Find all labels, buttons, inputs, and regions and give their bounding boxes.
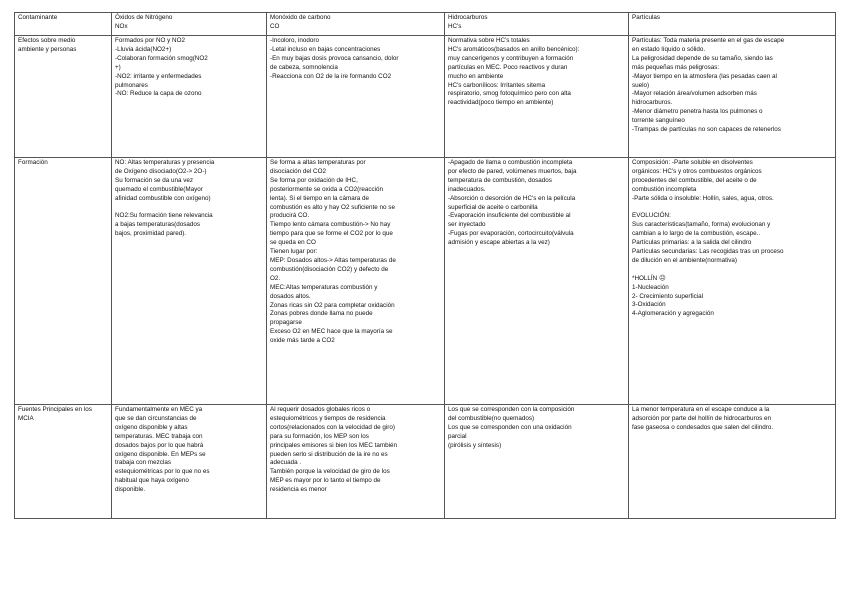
cell-line: residencia es menor [270, 486, 327, 494]
header-text: Óxidos de Nitrógeno [115, 14, 173, 21]
table-cell [445, 158, 629, 405]
cell-line: -NO2: irritante y enfermedades [115, 72, 202, 80]
header-row [15, 13, 836, 36]
cell-line: Composición: -Parte soluble en disolventes [632, 159, 753, 166]
cell-line: principales emisores si bien los MEC también [270, 441, 398, 449]
cell-line: hidrocarburos. [632, 99, 673, 107]
cell-line: disociación del CO2 [270, 167, 327, 175]
table-cell [112, 158, 267, 405]
cell-line: cortos(relacionados con la velocidad de giro) [270, 423, 395, 431]
cell-line: -Menor diámetro penetra hasta los pulmones o [632, 108, 763, 116]
cell-line: ambiente y personas [18, 45, 77, 53]
cell-line: para su formación, los MEP son los [270, 432, 369, 440]
cell-line: NO: Altas temperaturas y presencia [115, 159, 215, 166]
cell-line: EVOLUCIÓN: [632, 212, 671, 220]
cell-line: 2- Crecimiento superficial [632, 292, 704, 300]
cell-line: que se dan circunstancias de [115, 414, 197, 422]
cell-line: -Incoloro, inodoro [270, 37, 320, 44]
cell-line: Tiempo lento cámara combustión-> No hay [270, 221, 391, 229]
document-table [14, 12, 836, 519]
cell-line: -Mayor tiempo en la atmosfera (las pesadas caen al [632, 72, 777, 80]
header-text: CO [270, 22, 280, 30]
cell-line: 4-Aglomeración y agregación [632, 310, 714, 318]
cell-line: afinidad combustible con oxígeno) [115, 194, 211, 202]
table-cell [445, 36, 629, 158]
cell-line: lenta). Si el tiempo en la cámara de [270, 194, 370, 202]
cell-line: adecuada . [270, 459, 302, 467]
cell-line: dosados bajos por lo que habrá [115, 441, 204, 449]
cell-line: Normativa sobre HC's totales [448, 37, 530, 44]
cell-line: propagarse [270, 319, 302, 327]
cell-line: HC's aromáticos(basados en anillo bencénico): [448, 45, 580, 53]
cell-line: Zonas ricas sin O2 para completar oxidación [270, 301, 395, 309]
header-cell-contaminante [15, 13, 112, 36]
cell-line: por efecto de pared, volúmenes muertos, baja [448, 167, 577, 175]
cell-line: -Evaporación insuficiente del combustible al [448, 212, 571, 220]
cell-line: tiempo para que se forme el CO2 por lo que [270, 230, 393, 238]
table-cell [267, 405, 445, 519]
cell-line: -Lluvia ácida(NO2+) [115, 45, 172, 53]
row-label-cell [15, 36, 112, 158]
cell-line: se queda en CO [270, 239, 316, 247]
cell-line: MEP es mayor por lo tanto el tiempo de [270, 477, 381, 485]
table-row [15, 36, 836, 158]
cell-line: dosados altos. [270, 292, 311, 300]
cell-line: Partículas: Toda materia presente en el gas de escape [632, 37, 785, 44]
cell-line: Fuentes Principales en los [18, 406, 92, 413]
cell-line: pueden serlo si distribución de la ire no es [270, 450, 388, 458]
cell-line: 1-Nucleación [632, 283, 669, 291]
row-label-cell [15, 158, 112, 405]
cell-line: -En muy bajas dosis provoca cansancio, dolor [270, 54, 399, 62]
cell-line: suelo) [632, 81, 650, 89]
cell-line: mucho en ambiente [448, 72, 504, 80]
table-cell [267, 36, 445, 158]
cell-line: -Absorción o desorción de HC's en la película [448, 194, 576, 202]
cell-line: superficial de aceite o carbonilla [448, 203, 538, 211]
cell-line: estequiométricas por lo que no es [115, 468, 210, 476]
cell-line: oxígeno disponible. En MEPs se [115, 450, 206, 458]
cell-line: Los que se corresponden con una oxidación [448, 423, 572, 431]
cell-line: -Letal incluso en bajas concentraciones [270, 45, 381, 53]
cell-line: fase gaseosa o condesados que salen del cilindro. [632, 423, 774, 431]
cell-line: disponible. [115, 486, 146, 494]
cell-line: más pequeñas más peligrosas: [632, 63, 720, 71]
header-text: Hidrocarburos [448, 14, 488, 21]
cell-line: -Apagado de llama o combustión incompleta [448, 159, 573, 166]
cell-line: Exceso O2 en MEC hace que la mayoría se [270, 328, 393, 336]
cell-line: muy cancerígenos y contribuyen a formación [448, 54, 574, 62]
cell-line: posteriormente se oxida a CO2(reacción [270, 185, 384, 193]
cell-line: -Parte sólida o insoluble: Hollín, sales, agua, otros. [632, 194, 774, 202]
cell-line: (pirólisis y síntesis) [448, 441, 502, 449]
cell-line: La menor temperatura en el escape conduce a la [632, 406, 770, 413]
cell-line: Partículas primarias: a la salida del cilindro [632, 239, 752, 247]
cell-line: oxígeno disponible y altas [115, 423, 188, 431]
cell-line: Los que se corresponden con la composición [448, 406, 575, 413]
table-cell [445, 405, 629, 519]
cell-line: combustión(disociación CO2) y defecto de [270, 265, 389, 273]
cell-line: oxide más tarde a CO2 [270, 337, 335, 345]
cell-line: a bajas temperaturas(dosados [115, 221, 201, 229]
cell-line: Efectos sobre medio [18, 37, 76, 44]
cell-line: temperaturas. MEC trabaja con [115, 432, 203, 440]
header-text: Partículas [632, 14, 660, 21]
cell-line: Tienen lugar por: [270, 248, 318, 256]
cell-line: La peligrosidad depende de su tamaño, siendo las [632, 54, 773, 62]
cell-line: Se forma a altas temperaturas por [270, 159, 366, 166]
cell-line [632, 266, 833, 275]
header-cell-nox [112, 13, 267, 36]
cell-line: combustión es alto y hay O2 suficiente no se [270, 203, 395, 211]
table-cell [267, 158, 445, 405]
cell-line: combustión incompleta [632, 185, 697, 193]
cell-line [115, 204, 264, 213]
cell-line: -Colaboran formación smog(NO2 [115, 54, 208, 62]
cell-line: de dilución en el ambiente(normativa) [632, 256, 738, 264]
cell-line: Zonas pobres donde llama no puede [270, 310, 373, 318]
cell-line: respiratorio, smog fotoquímico pero con alta [448, 90, 571, 98]
cell-line: -Mayor relación área/volumen adsorben más [632, 90, 757, 98]
cell-line: Partículas secundarias: Las recogidas tras un proceso [632, 248, 784, 256]
cell-line: quemado el combustible(Mayor [115, 185, 203, 193]
cell-line: 3-Oxidación [632, 301, 666, 309]
cell-line: de Oxígeno disociado(O2-> 2O-) [115, 167, 207, 175]
table-cell [629, 36, 836, 158]
cell-line: -Reacciona con O2 de la ire formando CO2 [270, 72, 392, 80]
table-row [15, 158, 836, 405]
cell-line: parcial [448, 432, 467, 440]
cell-line: Sus características(tamaño, forma) evolucionan y [632, 221, 771, 229]
cell-line: Su formación se da una vez [115, 176, 194, 184]
cell-line: +) [115, 63, 121, 71]
cell-line: admisión y escape abiertas a la vez) [448, 239, 550, 247]
cell-line: -Fugas por evaporación, cortocircuito(válvula [448, 230, 574, 238]
cell-line: habitual que haya oxígeno [115, 477, 189, 485]
cell-line: MCIA [18, 414, 34, 422]
table-row [15, 405, 836, 519]
cell-line: bajos, proximidad pared). [115, 230, 187, 238]
cell-line: ser inyectado [448, 221, 486, 229]
cell-line: O2. [270, 274, 281, 282]
table-cell [112, 36, 267, 158]
cell-line: de cabeza, somnolencia [270, 63, 338, 71]
table-cell [112, 405, 267, 519]
header-text: Monóxido de carbono [270, 14, 331, 21]
cell-line: pulmonares [115, 81, 148, 89]
header-text: Contaminante [18, 14, 58, 21]
cell-line: procedentes del combustible, del aceite o de [632, 176, 757, 184]
cell-line: orgánicos: HC's y otros combuestos orgánicos [632, 167, 762, 175]
cell-line: *HOLLÍN ☹ [632, 274, 666, 282]
cell-line: HC's carbonílicos: Irritantes sitema [448, 81, 546, 89]
table-cell [629, 405, 836, 519]
cell-line: Al requerir dosados globales ricos o [270, 406, 371, 413]
cell-line: -NO: Reduce la capa de ozono [115, 90, 202, 98]
cell-line: MEC:Altas temperaturas combustión y [270, 283, 378, 291]
cell-line: partículas en MEC. Poco reactivos y duran [448, 63, 568, 71]
cell-line: -Trampas de partículas no son capaces de retenerlos [632, 126, 781, 134]
cell-line: cambian a lo largo de la combustión, escape.. [632, 230, 761, 238]
cell-line: Formación [18, 159, 48, 166]
cell-line: del combustible(no quemados) [448, 414, 535, 422]
cell-line: trabaja con mezclas [115, 459, 171, 467]
cell-line: MEP: Dosados altos-> Altas temperaturas de [270, 256, 396, 264]
header-cell-co [267, 13, 445, 36]
header-cell-particulas [629, 13, 836, 36]
cell-line: También porque la velocidad de giro de los [270, 468, 390, 476]
cell-line: reactividad(poco tiempo en ambiente) [448, 99, 554, 107]
cell-line: producirá CO. [270, 212, 310, 220]
cell-line: Formados por NO y NO2 [115, 37, 185, 44]
header-text: NOx [115, 22, 128, 30]
row-label-cell [15, 405, 112, 519]
cell-line: temperatura de combustión, dosados [448, 176, 552, 184]
cell-line: inadecuados. [448, 185, 486, 193]
header-text: HC's [448, 22, 462, 30]
table-cell [629, 158, 836, 405]
cell-line: adsorción por parte del hollín de hidrocarburos en [632, 414, 771, 422]
header-cell-hc [445, 13, 629, 36]
cell-line: NO2:Su formación tiene relevancia [115, 212, 213, 220]
cell-line: Se forma por oxidación de IHC, [270, 176, 358, 184]
cell-line: en estado líquido o sólido. [632, 45, 706, 53]
cell-line: estequiométricos y tiempos de residencia [270, 414, 386, 422]
cell-line: torrente sanguíneo [632, 117, 685, 125]
cell-line: Fundamentalmente en MEC ya [115, 406, 203, 413]
